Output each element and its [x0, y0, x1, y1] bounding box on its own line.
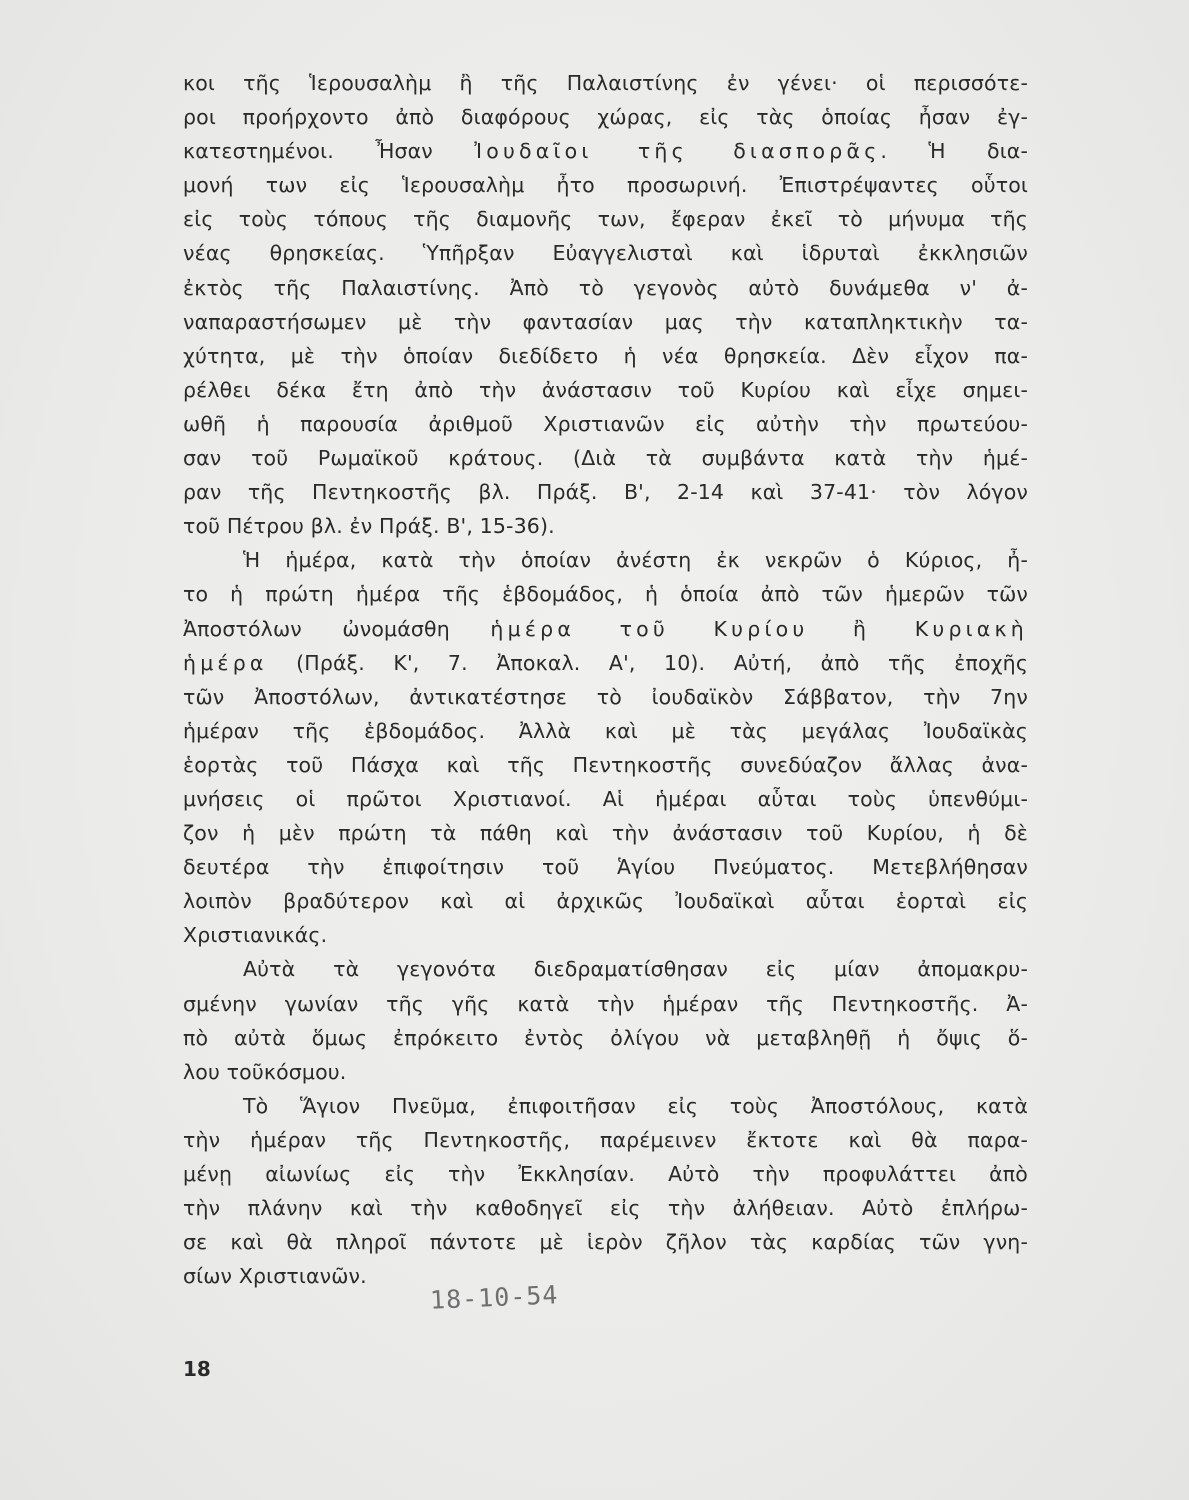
text-line: πὸ αὐτὰ ὅμως ἐπρόκειτο ἐντὸς ὀλίγου νὰ μεταβληθῇ ἡ ὄψις ὅ-: [183, 1025, 1028, 1050]
text-line: ἡμέραν τῆς ἑβδομάδος. Ἀλλὰ καὶ μὲ τὰς μεγάλας Ἰουδαϊκὰς: [183, 718, 1028, 743]
text-line: ζον ἡ μὲν πρώτη τὰ πάθη καὶ τὴν ἀνάστασιν τοῦ Κυρίου, ἡ δὲ: [183, 821, 1028, 846]
text-line: σαν τοῦ Ρωμαϊκοῦ κράτους. (Διὰ τὰ συμβάντα κατὰ τὴν ἡμέ-: [183, 446, 1028, 471]
text-line: Αὐτὰ τὰ γεγονότα διεδραματίσθησαν εἰς μίαν ἀπομακρυ-: [243, 957, 1028, 982]
text-line: τὴν ἡμέραν τῆς Πεντηκοστῆς, παρέμεινεν ἔκτοτε καὶ θὰ παρα-: [183, 1127, 1028, 1152]
text-line: κατεστημένοι. Ἦσαν Ἰουδαῖοι τῆς διασπορᾶς. Ἡ δια-: [183, 139, 1028, 164]
text-line: λοιπὸν βραδύτερον καὶ αἱ ἀρχικῶς Ἰουδαϊκαὶ αὗται ἑορταὶ εἰς: [183, 889, 1028, 914]
text-line: μονή των εἰς Ἱερουσαλὴμ ἦτο προσωρινή. Ἐπιστρέψαντες οὗτοι: [183, 173, 1028, 198]
text-line: σίων Χριστιανῶν.: [183, 1264, 367, 1289]
text-line: Χριστιανικάς.: [183, 923, 328, 948]
text-line: ναπαραστήσωμεν μὲ τὴν φαντασίαν μας τὴν καταπληκτικὴν τα-: [183, 309, 1028, 334]
text-line: τοῦ Πέτρου βλ. ἐν Πράξ. Β', 15-36).: [183, 514, 555, 539]
text-line: τὴν πλάνην καὶ τὴν καθοδηγεῖ εἰς τὴν ἀλήθειαν. Αὐτὸ ἐπλήρω-: [183, 1196, 1028, 1221]
text-line: το ἡ πρώτη ἡμέρα τῆς ἑβδομάδος, ἡ ὁποία ἀπὸ τῶν ἡμερῶν τῶν: [183, 582, 1028, 607]
text-line: μνήσεις οἱ πρῶτοι Χριστιανοί. Αἱ ἡμέραι αὗται τοὺς ὑπενθύμι-: [183, 786, 1028, 811]
page-number: 18: [183, 1357, 211, 1381]
text-line: ἡμέρα (Πράξ. Κ', 7. Ἀποκαλ. Α', 10). Αὐτή, ἀπὸ τῆς ἐποχῆς: [183, 650, 1028, 675]
text-line: εἰς τοὺς τόπους τῆς διαμονῆς των, ἔφεραν ἐκεῖ τὸ μήνυμα τῆς: [183, 207, 1028, 232]
text-line: ωθῆ ἡ παρουσία ἀριθμοῦ Χριστιανῶν εἰς αὐτὴν τὴν πρωτεύου-: [183, 411, 1028, 436]
text-line: σε καὶ θὰ πληροῖ πάντοτε μὲ ἱερὸν ζῆλον τὰς καρδίας τῶν γνη-: [183, 1230, 1028, 1255]
handwritten-date-note: 18-10-54: [429, 1280, 559, 1315]
text-line: Τὸ Ἅγιον Πνεῦμα, ἐπιφοιτῆσαν εἰς τοὺς Ἀποστόλους, κατὰ: [243, 1093, 1028, 1118]
text-line: κοι τῆς Ἱερουσαλὴμ ἢ τῆς Παλαιστίνης ἐν γένει· οἱ περισσότε-: [183, 71, 1028, 95]
text-line: δευτέρα τὴν ἐπιφοίτησιν τοῦ Ἁγίου Πνεύματος. Μετεβλήθησαν: [183, 855, 1028, 880]
text-line: ἐκτὸς τῆς Παλαιστίνης. Ἀπὸ τὸ γεγονὸς αὐτὸ δυνάμεθα ν' ἀ-: [183, 275, 1028, 300]
text-line: μένῃ αἰωνίως εἰς τὴν Ἐκκλησίαν. Αὐτὸ τὴν προφυλάττει ἀπὸ: [183, 1162, 1028, 1186]
text-line: ἑορτὰς τοῦ Πάσχα καὶ τῆς Πεντηκοστῆς συνεδύαζον ἄλλας ἀνα-: [183, 752, 1028, 777]
text-line: ρέλθει δέκα ἔτη ἀπὸ τὴν ἀνάστασιν τοῦ Κυρίου καὶ εἶχε σημει-: [183, 377, 1028, 402]
text-line: Ἀποστόλων ὠνομάσθη ἡμέρα τοῦ Κυρίου ἢ Κυριακὴ: [183, 616, 1028, 641]
text-line: σμένην γωνίαν τῆς γῆς κατὰ τὴν ἡμέραν τῆς Πεντηκοστῆς. Ἀ-: [183, 991, 1028, 1016]
text-line: τῶν Ἀποστόλων, ἀντικατέστησε τὸ ἰουδαϊκὸν Σάββατον, τὴν 7ην: [183, 684, 1028, 709]
text-line: χύτητα, μὲ τὴν ὁποίαν διεδίδετο ἡ νέα θρησκεία. Δὲν εἶχον πα-: [183, 343, 1028, 368]
text-line: ραν τῆς Πεντηκοστῆς βλ. Πράξ. Β', 2-14 καὶ 37-41· τὸν λόγον: [183, 480, 1028, 505]
body-text: [183, 66, 1028, 1293]
text-line: λου τοῦκόσμου.: [183, 1059, 347, 1084]
text-line: Ἡ ἡμέρα, κατὰ τὴν ὁποίαν ἀνέστη ἐκ νεκρῶν ὁ Κύριος, ἦ-: [243, 548, 1028, 573]
text-line: νέας θρησκείας. Ὑπῆρξαν Εὐαγγελισταὶ καὶ ἱδρυταὶ ἐκκλησιῶν: [183, 241, 1028, 266]
text-line: ροι προήρχοντο ἀπὸ διαφόρους χώρας, εἰς τὰς ὁποίας ἦσαν ἐγ-: [183, 105, 1028, 130]
